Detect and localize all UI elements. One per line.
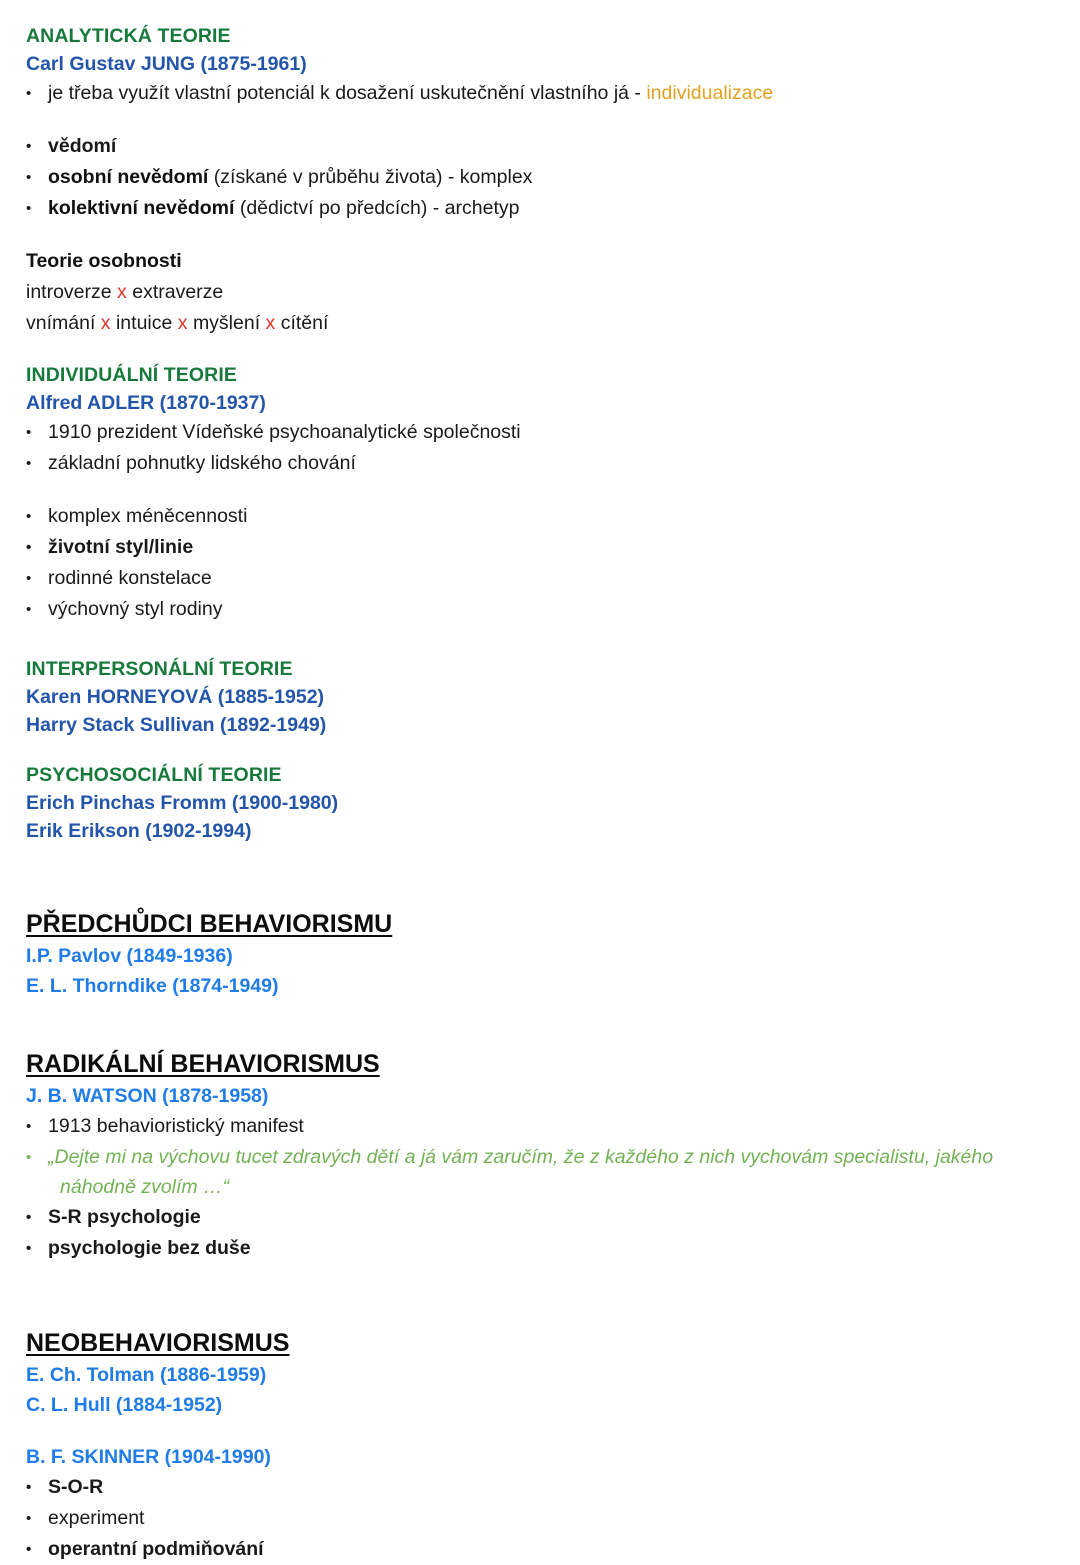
quote-line-1: „Dejte mi na výchovu tucet zdravých dětí a já vám zaručím, že z každého z nich vychovám specialistu, jakého	[48, 1146, 994, 1168]
section-interpersonalni-teorie	[0, 655, 1080, 739]
spacer	[26, 109, 1040, 131]
bullet-text-individualizace: je třeba využít vlastní potenciál k dosažení uskutečnění vlastního já -	[48, 82, 647, 104]
author-horneyova: Karen HORNEYOVÁ (1885-1952)	[26, 686, 325, 708]
line-vnimani-intuice-mysleni-citeni	[26, 308, 1040, 339]
spacer	[26, 479, 1040, 501]
spacer	[0, 845, 1080, 907]
author-fromm: Erich Pinchas Fromm (1900-1980)	[26, 792, 339, 814]
bullet-rest-kolektivni-nevedomi: (dědictví po předcích) - archetyp	[234, 197, 520, 219]
bullet-label-osobni-nevedomi: osobní nevědomí	[48, 166, 209, 188]
bullet-vychovny-styl-rodiny: • výchovný styl rodiny	[26, 594, 1040, 625]
bullet-kolektivni-nevedomi	[26, 193, 1040, 224]
section-heading-interpersonalni: INTERPERSONÁLNÍ TEORIE	[26, 658, 293, 680]
quote-line-2: náhodně zvolím …“	[60, 1176, 230, 1198]
author-skinner: B. F. SKINNER (1904-1990)	[26, 1446, 271, 1468]
author-thorndike: E. L. Thorndike (1874-1949)	[26, 975, 279, 997]
author-hull: C. L. Hull (1884-1952)	[26, 1394, 223, 1416]
section-psychosocialni-teorie	[0, 761, 1080, 845]
section-heading-analyticka: ANALYTICKÁ TEORIE	[26, 25, 231, 47]
bullet-adler-pohnutky: • základní pohnutky lidského chování	[26, 448, 1040, 479]
term-introverze: introverze	[26, 281, 112, 303]
section-heading-radikalni: RADIKÁLNÍ BEHAVIORISMUS	[26, 1050, 380, 1078]
spacer	[26, 1420, 1040, 1442]
author-erikson: Erik Erikson (1902-1994)	[26, 820, 252, 842]
bullet-individualizace	[26, 78, 1040, 109]
term-citeni: cítění	[280, 312, 329, 334]
author-adler: Alfred ADLER (1870-1937)	[26, 392, 266, 414]
bullet-rodinne-konstelace: • rodinné konstelace	[26, 563, 1040, 594]
bullet-operantni-podminovani: • operantní podmiňování	[26, 1534, 1040, 1565]
section-predchudci-behaviorismu	[0, 907, 1080, 1001]
spacer	[0, 1264, 1080, 1326]
separator-x: x	[265, 312, 276, 334]
spacer	[26, 224, 1040, 246]
bullet-label-kolektivni-nevedomi: kolektivní nevědomí	[48, 197, 235, 219]
term-intuice: intuice	[115, 312, 173, 334]
bullet-sor: • S-O-R	[26, 1472, 1040, 1503]
bullet-vedomi	[26, 131, 1040, 162]
bullet-watson-quote	[26, 1142, 1040, 1202]
author-sullivan: Harry Stack Sullivan (1892-1949)	[26, 714, 327, 736]
section-heading-neobehaviorismus: NEOBEHAVIORISMUS	[26, 1329, 290, 1357]
section-heading-individualni: INDIVIDUÁLNÍ TEORIE	[26, 364, 237, 386]
bullet-manifest-1913: • 1913 behavioristický manifest	[26, 1111, 1040, 1142]
bullet-sr-psychologie: • S-R psychologie	[26, 1202, 1040, 1233]
line-introverze-extraverze	[26, 277, 1040, 308]
bullet-label-vedomi: vědomí	[48, 135, 117, 157]
bullet-experiment: • experiment	[26, 1503, 1040, 1534]
author-tolman: E. Ch. Tolman (1886-1959)	[26, 1364, 267, 1386]
term-mysleni: myšlení	[192, 312, 261, 334]
spacer	[0, 339, 1080, 361]
section-radikalni-behaviorismus	[0, 1047, 1080, 1264]
spacer	[0, 625, 1080, 655]
term-extraverze: extraverze	[132, 281, 224, 303]
author-watson: J. B. WATSON (1878-1958)	[26, 1085, 269, 1107]
section-neobehaviorismus	[0, 1326, 1080, 1565]
bullet-osobni-nevedomi	[26, 162, 1040, 193]
section-heading-psychosocialni: PSYCHOSOCIÁLNÍ TEORIE	[26, 764, 282, 786]
separator-x: x	[177, 312, 188, 334]
separator-x: x	[100, 312, 111, 334]
bullet-komplex-menecennosti: • komplex méněcennosti	[26, 501, 1040, 532]
bullet-rest-osobni-nevedomi: (získané v průběhu života) - komplex	[208, 166, 533, 188]
bullet-psychologie-bez-duse: • psychologie bez duše	[26, 1233, 1040, 1264]
spacer	[0, 1001, 1080, 1047]
author-pavlov: I.P. Pavlov (1849-1936)	[26, 945, 233, 967]
accent-individualizace: individualizace	[646, 82, 774, 104]
section-heading-predchudci: PŘEDCHŮDCI BEHAVIORISMU	[26, 910, 393, 938]
section-individualni-teorie	[0, 361, 1080, 625]
bullet-adler-prezident: • 1910 prezident Vídeňské psychoanalytické společnosti	[26, 417, 1040, 448]
author-jung: Carl Gustav JUNG (1875-1961)	[26, 53, 307, 75]
term-vnimani: vnímání	[26, 312, 96, 334]
separator-x: x	[117, 281, 127, 303]
section-analyticka-teorie	[0, 22, 1080, 339]
spacer	[0, 739, 1080, 761]
subheading-teorie-osobnosti: Teorie osobnosti	[26, 250, 182, 272]
bullet-zivotni-styl: • životní styl/linie	[26, 532, 1040, 563]
